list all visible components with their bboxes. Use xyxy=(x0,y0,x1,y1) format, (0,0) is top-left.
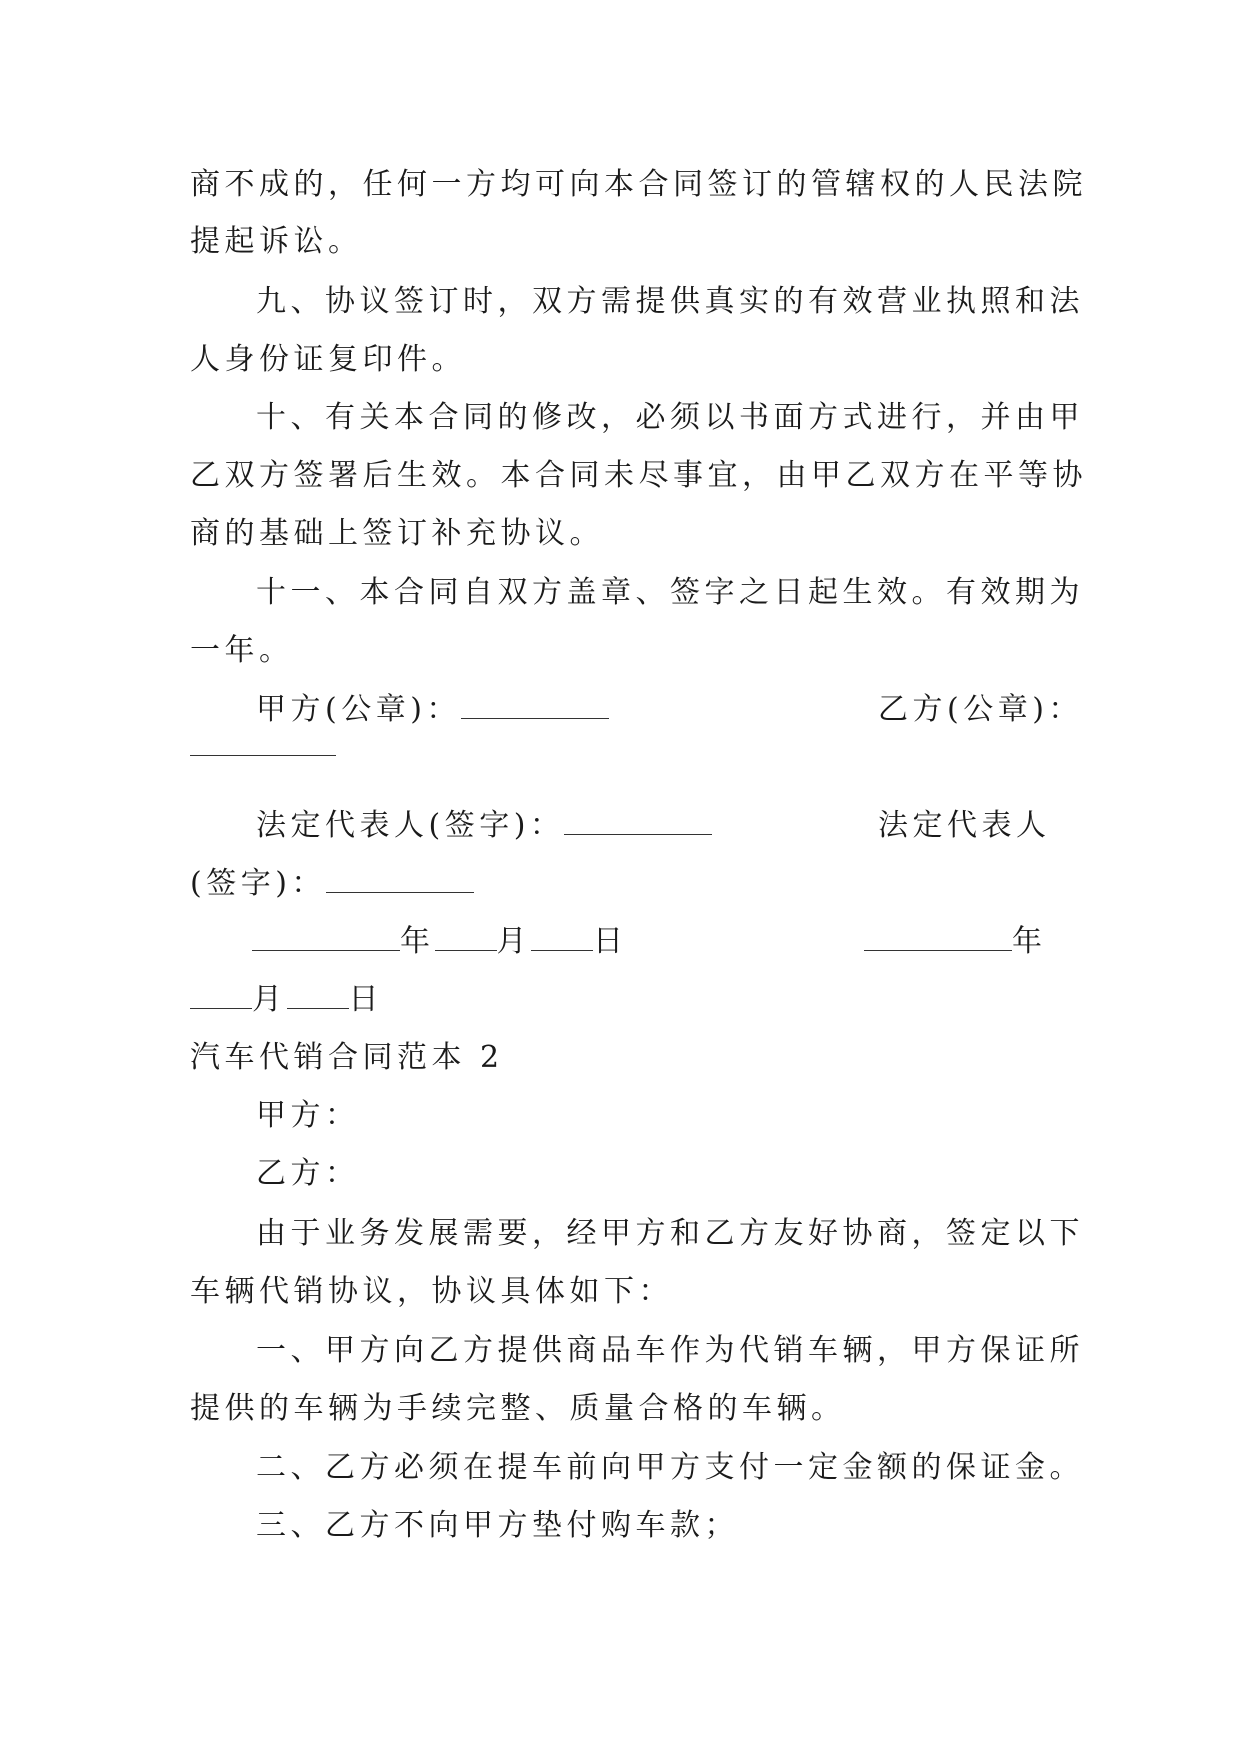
legal-rep-b-sign-label: (签字)： xyxy=(190,866,326,901)
party-a-seal-blank[interactable] xyxy=(461,690,609,719)
date-b-month-blank[interactable] xyxy=(190,980,252,1009)
intro-line-2: 车辆代销协议，协议具体如下： xyxy=(190,1274,673,1309)
legal-rep-b-label: 法定代表人 xyxy=(878,808,1051,843)
month-label: 月 xyxy=(252,982,287,1017)
party-b-label: 乙方： xyxy=(256,1156,360,1191)
date-b-year-blank[interactable] xyxy=(864,922,1012,951)
date-a-month-blank[interactable] xyxy=(435,922,497,951)
legal-rep-a-label: 法定代表人(签字)： xyxy=(256,808,565,843)
legal-rep-b-row xyxy=(190,864,474,904)
party-b-seal-blank[interactable] xyxy=(190,755,336,756)
clause-eleven-line-1: 十一、本合同自双方盖章、签字之日起生效。有效期为 xyxy=(256,575,1084,610)
date-a-row xyxy=(252,922,628,962)
clause-eleven-line-2: 一年。 xyxy=(190,633,294,668)
year-label: 年 xyxy=(400,924,435,959)
legal-rep-a-row xyxy=(256,806,712,846)
clause-one-line-1: 一、甲方向乙方提供商品车作为代销车辆，甲方保证所 xyxy=(256,1333,1084,1368)
month-label: 月 xyxy=(496,924,531,959)
clause-ten-line-2: 乙双方签署后生效。本合同未尽事宜，由甲乙双方在平等协 xyxy=(190,458,1087,493)
clause-nine-line-1: 九、协议签订时，双方需提供真实的有效营业执照和法 xyxy=(256,284,1084,319)
intro-line-1: 由于业务发展需要，经甲方和乙方友好协商，签定以下 xyxy=(256,1216,1084,1251)
day-label: 日 xyxy=(593,924,628,959)
date-a-year-blank[interactable] xyxy=(252,922,400,951)
section-title: 汽车代销合同范本 2 xyxy=(190,1040,504,1075)
party-a-seal-label: 甲方(公章)： xyxy=(256,692,461,727)
paragraph-line: 提起诉讼。 xyxy=(190,224,363,259)
party-a-label: 甲方： xyxy=(256,1098,360,1133)
party-b-seal-label: 乙方(公章)： xyxy=(878,692,1083,727)
clause-nine-line-2: 人身份证复印件。 xyxy=(190,342,466,377)
clause-ten-line-3: 商的基础上签订补充协议。 xyxy=(190,516,604,551)
clause-two-line: 二、乙方必须在提车前向甲方支付一定金额的保证金。 xyxy=(256,1450,1084,1485)
date-b-month-day-row xyxy=(190,980,383,1020)
paragraph-line: 商不成的，任何一方均可向本合同签订的管辖权的人民法院 xyxy=(190,167,1087,202)
party-a-seal-row xyxy=(256,690,609,730)
date-a-day-blank[interactable] xyxy=(531,922,593,951)
clause-three-line: 三、乙方不向甲方垫付购车款； xyxy=(256,1508,739,1543)
clause-ten-line-1: 十、有关本合同的修改，必须以书面方式进行，并由甲 xyxy=(256,400,1084,435)
clause-one-line-2: 提供的车辆为手续完整、质量合格的车辆。 xyxy=(190,1391,846,1426)
date-b-day-blank[interactable] xyxy=(287,980,349,1009)
legal-rep-b-blank[interactable] xyxy=(326,864,474,893)
legal-rep-a-blank[interactable] xyxy=(564,806,712,835)
year-label: 年 xyxy=(1012,924,1047,959)
date-b-year-row xyxy=(864,922,1047,962)
day-label: 日 xyxy=(348,982,383,1017)
